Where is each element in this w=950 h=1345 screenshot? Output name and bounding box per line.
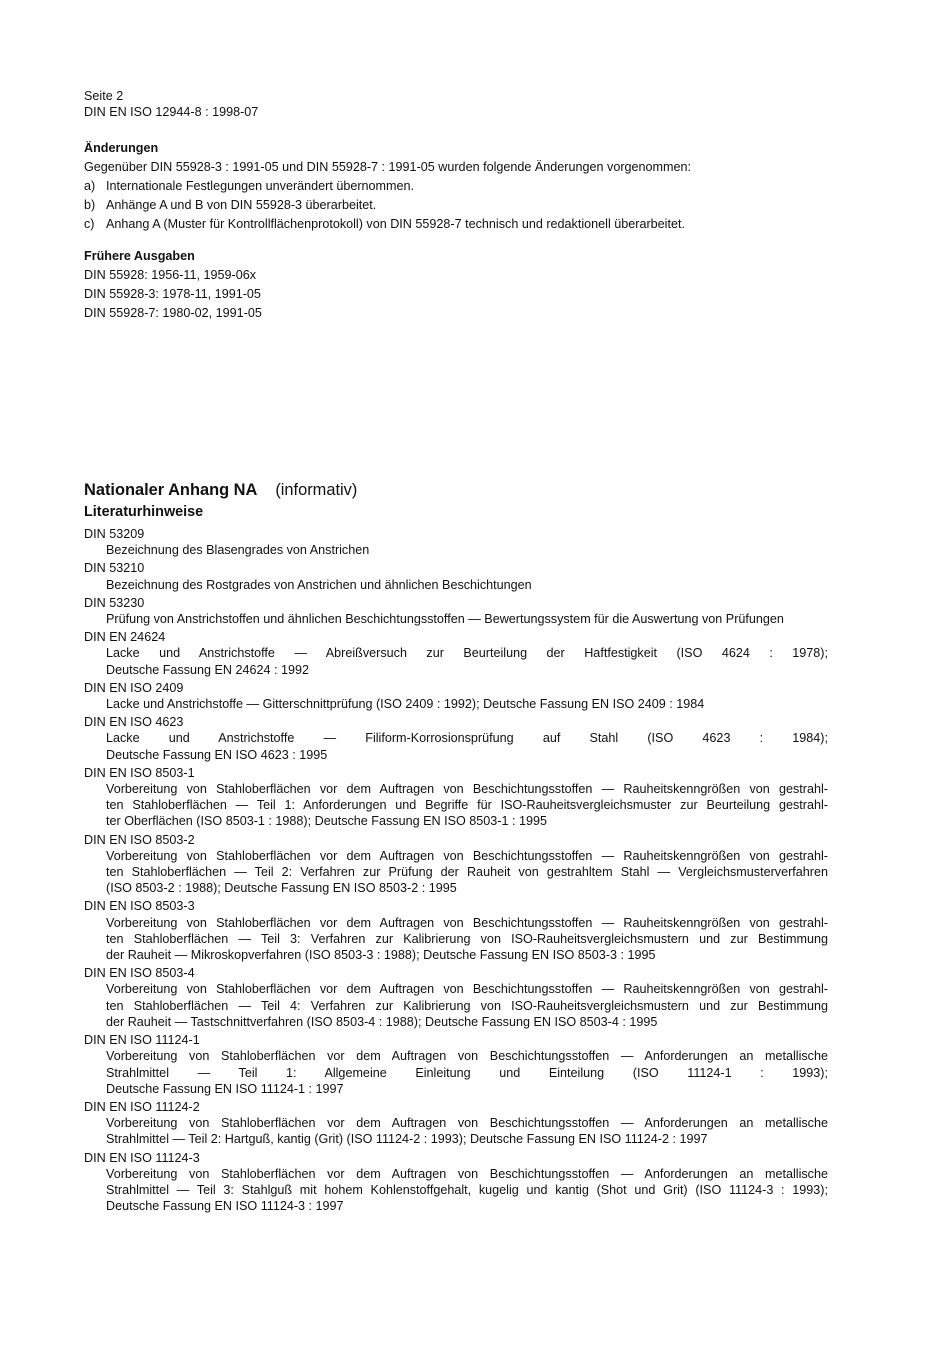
reference-code: DIN EN ISO 11124-1 bbox=[84, 1033, 200, 1048]
annex-subtitle: (informativ) bbox=[275, 481, 358, 499]
reference-line: ter Oberflächen (ISO 8503-1 : 1988); Deutsche Fassung EN ISO 8503-1 : 1995 bbox=[106, 814, 548, 829]
reference-line: Deutsche Fassung EN 24624 : 1992 bbox=[106, 662, 310, 677]
reference-code: DIN EN 24624 bbox=[84, 630, 166, 645]
reference-line: Lacke und Anstrichstoffe — Abreißversuch zur Beurteilung der Haftfestigkeit (ISO 4624 : 1978); bbox=[106, 646, 828, 661]
reference-line: (ISO 8503-2 : 1988); Deutsche Fassung EN ISO 8503-2 : 1995 bbox=[106, 881, 457, 896]
previous-edition-line: DIN 55928: 1956-11, 1959-06x bbox=[84, 267, 257, 282]
reference-entry bbox=[84, 1099, 828, 1148]
reference-line: ten Stahloberflächen — Teil 3: Verfahren zur Kalibrierung von ISO-Rauheitsvergleichsmustern und zur Bestimmung bbox=[106, 931, 828, 946]
reference-description bbox=[84, 696, 828, 712]
reference-entry bbox=[84, 595, 828, 627]
reference-line: Lacke und Anstrichstoffe — Gitterschnittprüfung (ISO 2409 : 1992); Deutsche Fassung EN ISO 2409 : 1984 bbox=[106, 697, 705, 712]
reference-line: ten Stahloberflächen — Teil 4: Verfahren zur Kalibrierung von ISO-Rauheitsvergleichsmustern und zur Bestimmung bbox=[106, 998, 828, 1013]
reference-line: Strahlmittel — Teil 3: Stahlguß mit hohem Kohlenstoffgehalt, kugelig und kantig (Shot und Grit) (ISO 11124-3 : 1993); bbox=[106, 1182, 828, 1197]
reference-line: Vorbereitung von Stahloberflächen vor dem Auftragen von Beschichtungsstoffen — Rauheitskenngrößen von gestrahl- bbox=[106, 848, 828, 863]
reference-code: DIN EN ISO 8503-3 bbox=[84, 899, 195, 914]
list-text: Anhang A (Muster für Kontrollflächenprotokoll) von DIN 55928-7 technisch und redaktionell überarbeitet. bbox=[106, 217, 685, 232]
changes-item bbox=[84, 177, 828, 196]
reference-entry bbox=[84, 714, 828, 763]
reference-description bbox=[84, 1166, 828, 1215]
reference-entry bbox=[84, 965, 828, 1030]
previous-edition-line: DIN 55928-7: 1980-02, 1991-05 bbox=[84, 306, 262, 321]
reference-entry bbox=[84, 560, 828, 592]
reference-description bbox=[84, 1115, 828, 1147]
annex-title: Nationaler Anhang NA bbox=[84, 481, 258, 499]
reference-description bbox=[84, 848, 828, 897]
reference-entry bbox=[84, 629, 828, 678]
reference-description bbox=[84, 611, 828, 627]
reference-description bbox=[84, 542, 828, 558]
page-header bbox=[84, 88, 258, 121]
reference-line: Vorbereitung von Stahloberflächen vor dem Auftragen von Beschichtungsstoffen — Rauheitskenngrößen von gestrahl- bbox=[106, 915, 828, 930]
document-id: DIN EN ISO 12944-8 : 1998-07 bbox=[84, 105, 259, 120]
changes-intro: Gegenüber DIN 55928-3 : 1991-05 und DIN 55928-7 : 1991-05 wurden folgende Änderungen vorgenommen: bbox=[84, 159, 692, 174]
changes-section bbox=[84, 139, 828, 235]
reference-entry bbox=[84, 1150, 828, 1215]
reference-code: DIN 53230 bbox=[84, 595, 145, 610]
changes-heading: Änderungen bbox=[84, 141, 159, 155]
list-marker: b) bbox=[84, 198, 96, 213]
reference-entry bbox=[84, 526, 828, 558]
reference-line: Vorbereitung von Stahloberflächen vor dem Auftragen von Beschichtungsstoffen — Rauheitskenngrößen von gestrahl- bbox=[106, 982, 828, 997]
reference-code: DIN 53210 bbox=[84, 561, 145, 576]
previous-edition-line: DIN 55928-3: 1978-11, 1991-05 bbox=[84, 287, 261, 301]
reference-description bbox=[84, 577, 828, 593]
reference-entry bbox=[84, 1032, 828, 1097]
reference-line: Bezeichnung des Rostgrades von Anstrichen und ähnlichen Beschichtungen bbox=[106, 577, 532, 592]
reference-line: der Rauheit — Tastschnittverfahren (ISO 8503-4 : 1988); Deutsche Fassung EN ISO 8503-4 : 1995 bbox=[106, 1014, 658, 1029]
annex-heading bbox=[84, 480, 828, 500]
reference-line: Prüfung von Anstrichstoffen und ähnlichen Beschichtungsstoffen — Bewertungssystem für die Auswertung von Prüfungen bbox=[106, 612, 784, 627]
reference-description bbox=[84, 645, 828, 677]
reference-code: DIN EN ISO 4623 bbox=[84, 715, 184, 730]
reference-code: DIN EN ISO 11124-3 bbox=[84, 1150, 200, 1165]
reference-description bbox=[84, 981, 828, 1030]
reference-line: Deutsche Fassung EN ISO 4623 : 1995 bbox=[106, 747, 328, 762]
reference-code: DIN EN ISO 11124-2 bbox=[84, 1099, 200, 1114]
page-number: Seite 2 bbox=[84, 89, 124, 103]
reference-description bbox=[84, 781, 828, 830]
previous-editions-section bbox=[84, 247, 828, 323]
reference-line: Vorbereitung von Stahloberflächen vor dem Auftragen von Beschichtungsstoffen — Anforderungen an metallische bbox=[106, 1116, 828, 1131]
reference-line: ten Stahloberflächen — Teil 2: Verfahren zur Prüfung der Rauheit von gestrahltem Stahl — Vergleichsmusterverfahren bbox=[106, 865, 828, 880]
reference-code: DIN EN ISO 8503-4 bbox=[84, 966, 195, 981]
reference-entry bbox=[84, 898, 828, 963]
reference-entry bbox=[84, 680, 828, 712]
reference-line: Bezeichnung des Blasengrades von Anstrichen bbox=[106, 543, 370, 558]
list-marker: c) bbox=[84, 217, 95, 232]
reference-line: Vorbereitung von Stahloberflächen vor dem Auftragen von Beschichtungsstoffen — Anforderungen an metallische bbox=[106, 1166, 828, 1181]
reference-entry bbox=[84, 765, 828, 830]
reference-line: der Rauheit — Mikroskopverfahren (ISO 8503-3 : 1988); Deutsche Fassung EN ISO 8503-3 : 1995 bbox=[106, 948, 656, 963]
reference-description bbox=[84, 915, 828, 964]
changes-item bbox=[84, 196, 828, 215]
reference-entry bbox=[84, 832, 828, 897]
reference-line: Deutsche Fassung EN ISO 11124-3 : 1997 bbox=[106, 1199, 344, 1214]
list-text: Anhänge A und B von DIN 55928-3 überarbeitet. bbox=[106, 198, 377, 213]
national-annex-section bbox=[84, 480, 828, 1216]
changes-item bbox=[84, 215, 828, 234]
list-text: Internationale Festlegungen unverändert übernommen. bbox=[106, 179, 415, 193]
reference-line: Strahlmittel — Teil 1: Allgemeine Einleitung und Einteilung (ISO 11124-1 : 1993); bbox=[106, 1065, 828, 1080]
reference-list bbox=[84, 526, 828, 1214]
reference-line: Lacke und Anstrichstoffe — Filiform-Korrosionsprüfung auf Stahl (ISO 4623 : 1984); bbox=[106, 731, 828, 746]
reference-description bbox=[84, 1048, 828, 1097]
reference-line: ten Stahloberflächen — Teil 1: Anforderungen und Begriffe für ISO-Rauheitsvergleichsmuster zur Beurteilung gestrahl- bbox=[106, 798, 828, 813]
reference-line: Vorbereitung von Stahloberflächen vor dem Auftragen von Beschichtungsstoffen — Rauheitskenngrößen von gestrahl- bbox=[106, 782, 828, 797]
reference-line: Deutsche Fassung EN ISO 11124-1 : 1997 bbox=[106, 1081, 344, 1096]
reference-code: DIN EN ISO 2409 bbox=[84, 680, 184, 695]
reference-code: DIN 53209 bbox=[84, 527, 145, 541]
reference-line: Strahlmittel — Teil 2: Hartguß, kantig (Grit) (ISO 11124-2 : 1993); Deutsche Fassung EN ISO 11124-2 : 1997 bbox=[106, 1132, 708, 1147]
bibliography-heading: Literaturhinweise bbox=[84, 504, 204, 520]
reference-line: Vorbereitung von Stahloberflächen vor dem Auftragen von Beschichtungsstoffen — Anforderungen an metallische bbox=[106, 1049, 828, 1064]
reference-description bbox=[84, 730, 828, 762]
previous-editions-heading: Frühere Ausgaben bbox=[84, 249, 195, 263]
reference-code: DIN EN ISO 8503-2 bbox=[84, 832, 195, 847]
list-marker: a) bbox=[84, 179, 96, 193]
reference-code: DIN EN ISO 8503-1 bbox=[84, 765, 195, 780]
